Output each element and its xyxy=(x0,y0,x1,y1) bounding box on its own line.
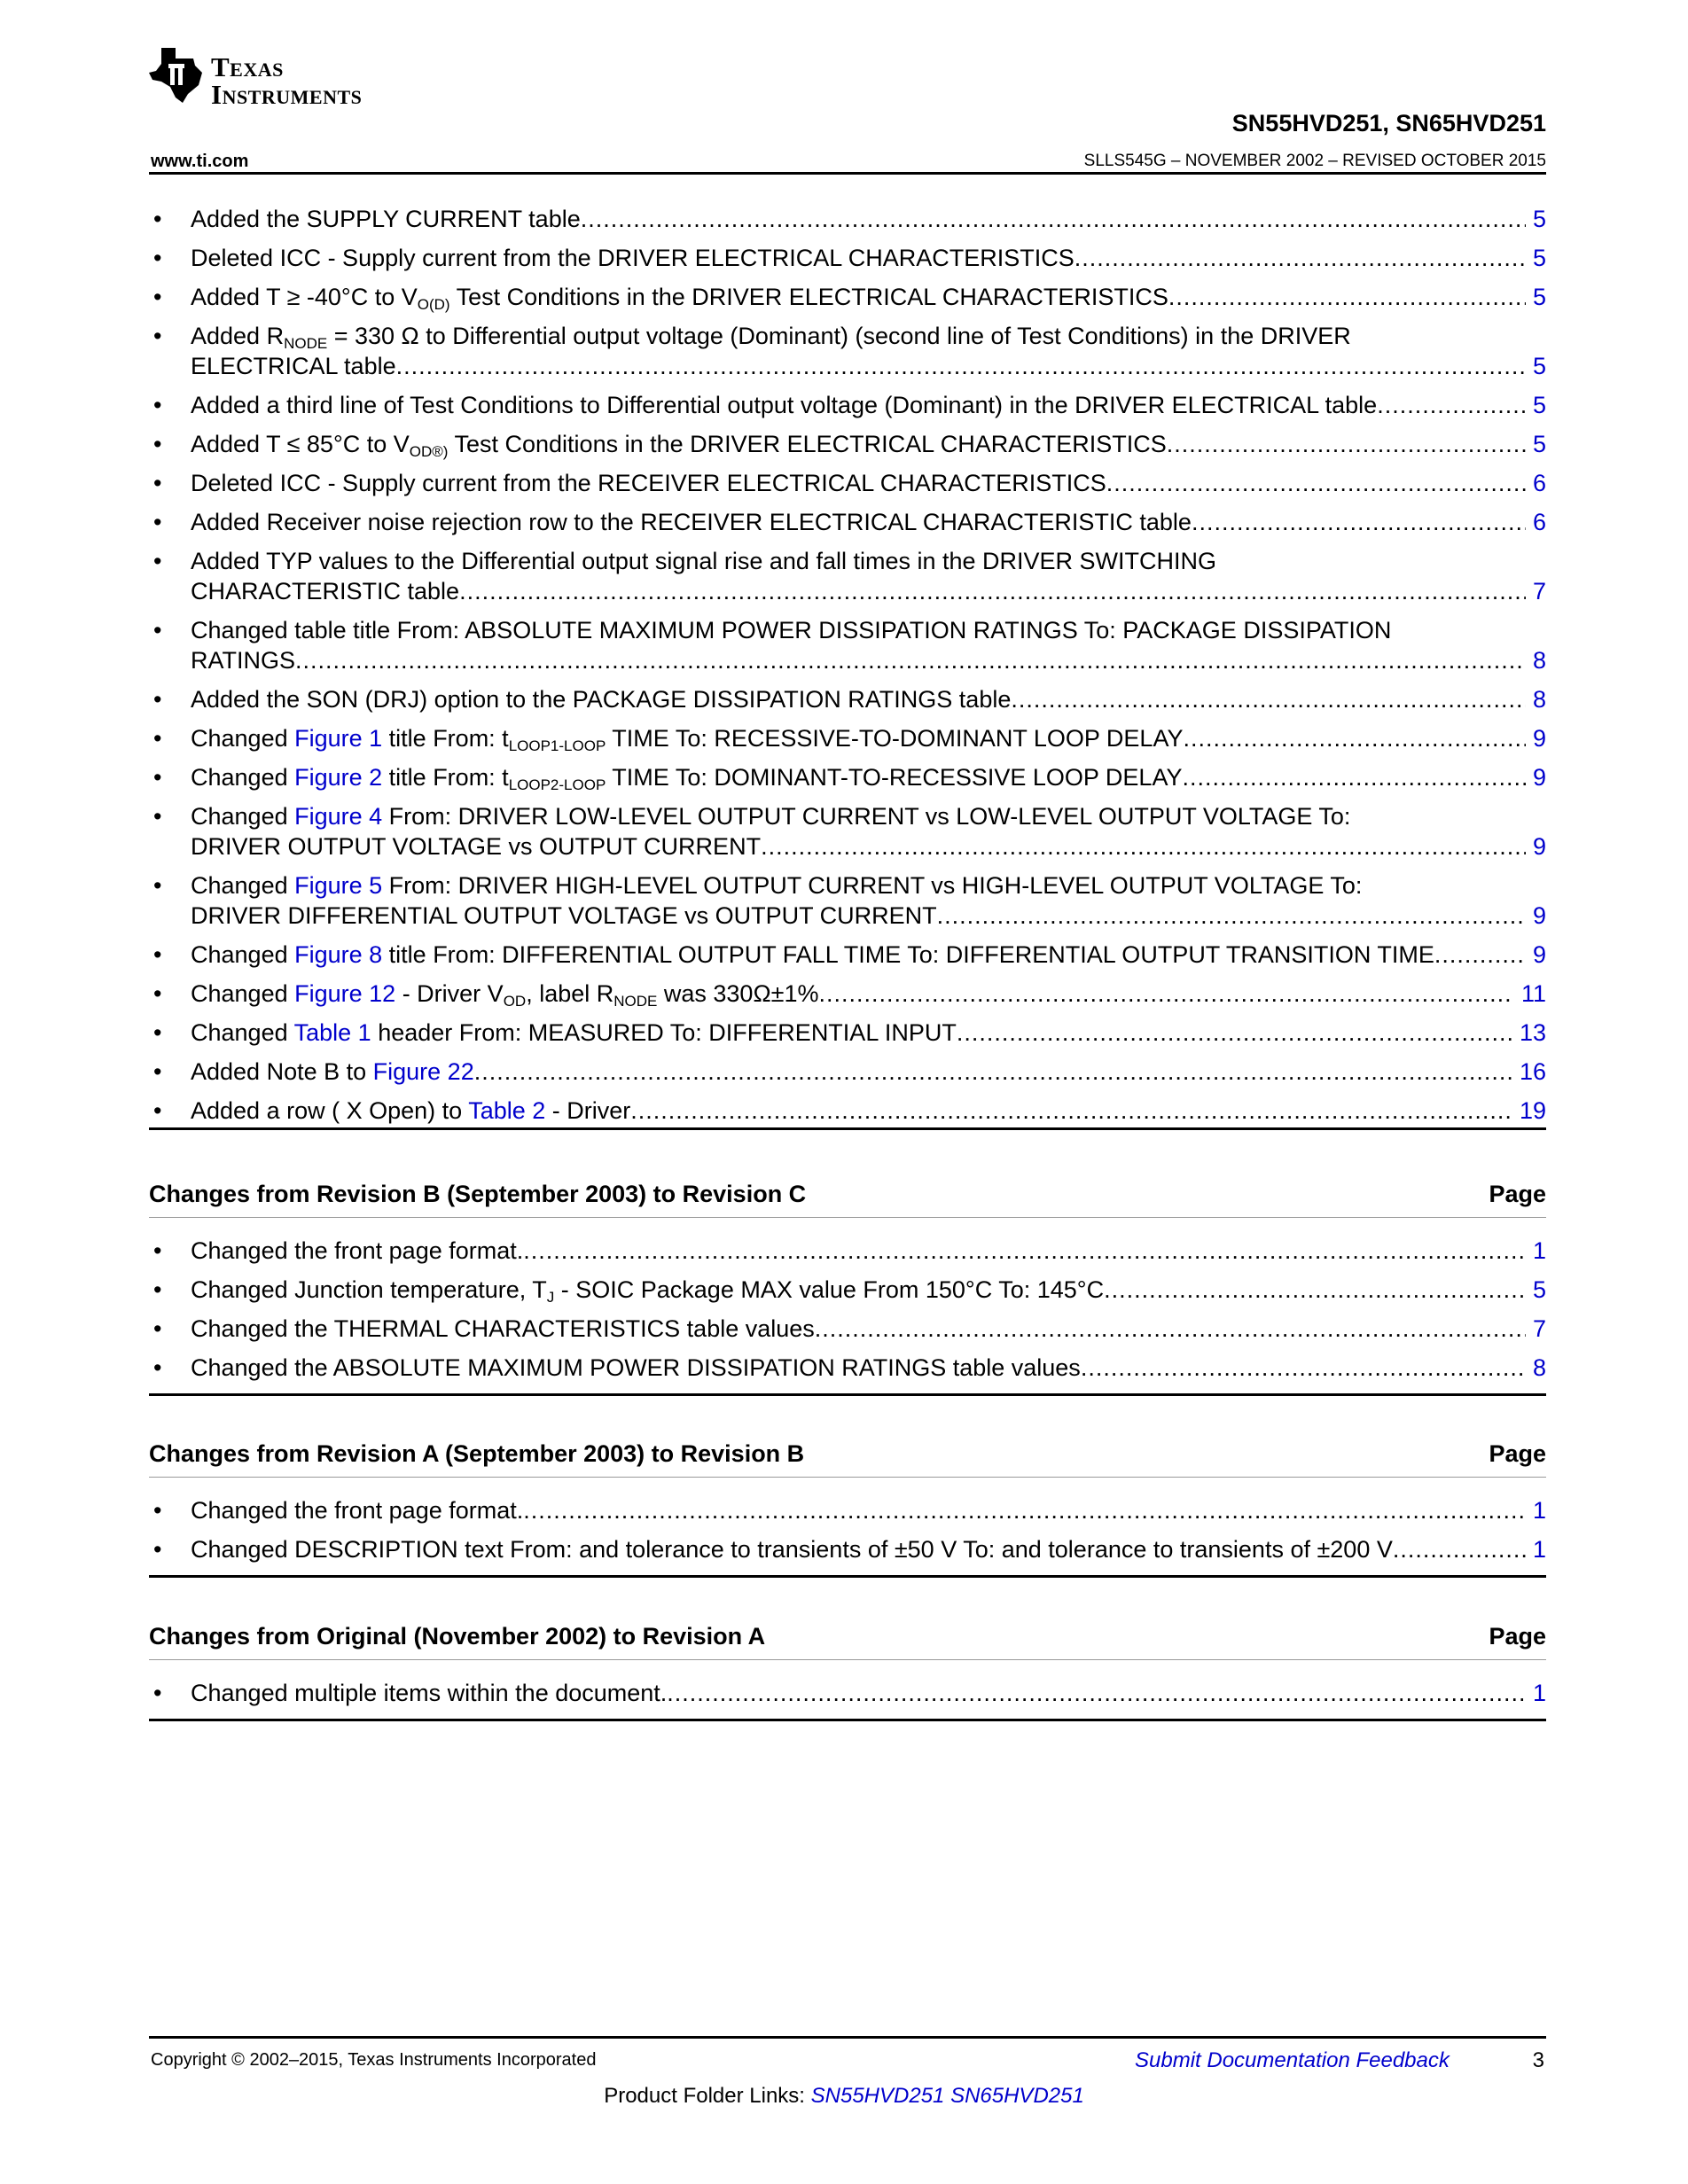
list-item xyxy=(149,429,1546,459)
figure-1-link[interactable]: Figure 1 xyxy=(294,725,383,752)
item-text-line-2: DRIVER DIFFERENTIAL OUTPUT VOLTAGE vs OUTPUT CURRENT xyxy=(191,902,937,929)
item-text: Changed multiple items within the document. xyxy=(191,1680,668,1706)
item-text-line-2: DRIVER OUTPUT VOLTAGE vs OUTPUT CURRENT xyxy=(191,833,762,860)
page-link[interactable]: 5 xyxy=(1532,431,1546,457)
revision-list xyxy=(149,204,1546,1135)
bullet: • xyxy=(153,686,162,713)
bullet: • xyxy=(153,872,162,899)
item-text: Changed Table 1 header From: MEASURED To: DIFFERENTIAL INPUT xyxy=(191,1019,957,1046)
bullet: • xyxy=(153,980,162,1007)
bullet: • xyxy=(153,617,162,644)
list-item xyxy=(149,1057,1546,1087)
bullet: • xyxy=(153,803,162,830)
list-end-rule xyxy=(149,1127,1546,1130)
sn65hvd251-link[interactable]: SN65HVD251 xyxy=(950,2084,1084,2108)
bullet: • xyxy=(153,1354,162,1381)
page-link[interactable]: 5 xyxy=(1532,206,1546,232)
page-link[interactable]: 19 xyxy=(1519,1097,1546,1124)
page-link[interactable]: 1 xyxy=(1532,1680,1546,1706)
section-rev-b-to-c xyxy=(149,1181,1546,1396)
logo-line-1: Texas xyxy=(211,51,284,82)
section-rev-a-to-b xyxy=(149,1440,1546,1578)
page-link[interactable]: 8 xyxy=(1532,647,1546,674)
submit-feedback-link[interactable]: Submit Documentation Feedback xyxy=(1135,2048,1450,2072)
footer-rule xyxy=(149,2036,1546,2039)
item-text: Changed DESCRIPTION text From: and tolerance to transients of ±50 V To: and tolerance to transients of ±200 V xyxy=(191,1536,1393,1563)
page-link[interactable]: 9 xyxy=(1532,725,1546,752)
bullet: • xyxy=(153,431,162,457)
page-link[interactable]: 1 xyxy=(1532,1497,1546,1524)
item-text-line-1: Added $R_{NODE} = 330$ Ω to Differential output voltage (Dominant) (second line of Test Conditions) in the DRIVER xyxy=(191,323,1351,352)
section-page-label: Page xyxy=(1489,1623,1546,1650)
section-title: Changes from Revision B (September 2003) to Revision C xyxy=(149,1181,807,1207)
figure-2-link[interactable]: Figure 2 xyxy=(294,764,383,791)
list-item xyxy=(149,1534,1546,1564)
list-item xyxy=(149,282,1546,312)
figure-5-link[interactable]: Figure 5 xyxy=(294,872,383,899)
page-link[interactable]: 5 xyxy=(1532,284,1546,310)
list-item xyxy=(149,801,1546,862)
page-link[interactable]: 11 xyxy=(1520,980,1546,1007)
item-text: Changed the front page format. xyxy=(191,1237,524,1264)
bullet: • xyxy=(153,1276,162,1303)
list-item xyxy=(149,1275,1546,1305)
bullet: • xyxy=(153,1058,162,1085)
item-text-line-2: RATINGS xyxy=(191,647,296,674)
page-link[interactable]: 1 xyxy=(1532,1536,1546,1563)
list-item xyxy=(149,1495,1546,1525)
page-link[interactable]: 1 xyxy=(1532,1237,1546,1264)
list-item xyxy=(149,762,1546,792)
figure-12-link[interactable]: Figure 12 xyxy=(294,980,396,1007)
list-item xyxy=(149,243,1546,273)
item-text: Changed the THERMAL CHARACTERISTICS table values xyxy=(191,1315,815,1342)
item-text: Added T ≥ -40°C to $V_{O(D)}$ Test Conditions in the DRIVER ELECTRICAL CHARACTERISTICS xyxy=(191,284,1168,313)
bullet: • xyxy=(153,284,162,310)
list-item xyxy=(149,1096,1546,1126)
list-item xyxy=(149,1314,1546,1344)
list-item xyxy=(149,204,1546,234)
item-text: Changed Junction temperature, $T_J$ - SOIC Package MAX value From 150°C To: 145°C xyxy=(191,1276,1105,1306)
item-text: Changed Figure 8 title From: DIFFERENTIAL OUTPUT FALL TIME To: DIFFERENTIAL OUTPUT TRANSITION TIME xyxy=(191,941,1434,968)
item-text-line-1: Added TYP values to the Differential output signal rise and fall times in the DRIVER SWITCHING xyxy=(191,548,1217,574)
website-link[interactable]: www.ti.com xyxy=(151,152,249,171)
bullet: • xyxy=(153,323,162,349)
page-link[interactable]: 9 xyxy=(1532,833,1546,860)
page-link[interactable]: 5 xyxy=(1532,1276,1546,1303)
document-title: SN55HVD251, SN65HVD251 xyxy=(1231,110,1546,136)
product-folder-links xyxy=(0,2084,1688,2109)
bullet: • xyxy=(153,548,162,574)
page-link[interactable]: 9 xyxy=(1532,902,1546,929)
bullet: • xyxy=(153,470,162,496)
bullet: • xyxy=(153,1097,162,1124)
section-original-to-rev-a xyxy=(149,1623,1546,1721)
item-text-line-2: ELECTRICAL table xyxy=(191,353,396,379)
list-item xyxy=(149,979,1546,1009)
item-text: Added a row ( X Open) to Table 2 - Driver xyxy=(191,1097,631,1124)
bullet: • xyxy=(153,725,162,752)
logo-line-2: Instruments xyxy=(211,79,363,110)
item-text: Changed Figure 12 - Driver $V_{OD}$, label $R_{NODE}$ was 330Ω±1% xyxy=(191,980,819,1010)
list-item xyxy=(149,940,1546,970)
section-title: Changes from Original (November 2002) to Revision A xyxy=(149,1623,766,1650)
section-page-label: Page xyxy=(1489,1440,1546,1467)
page-link[interactable]: 9 xyxy=(1532,941,1546,968)
list-item xyxy=(149,468,1546,498)
page-link[interactable]: 16 xyxy=(1519,1058,1546,1085)
copyright: Copyright © 2002–2015, Texas Instruments Incorporated xyxy=(151,2050,597,2070)
list-item xyxy=(149,507,1546,537)
product-folder-label: Product Folder Links: xyxy=(604,2084,805,2108)
page-link[interactable]: 5 xyxy=(1532,353,1546,379)
list-item xyxy=(149,723,1546,753)
bullet: • xyxy=(153,1315,162,1342)
item-text: Changed the ABSOLUTE MAXIMUM POWER DISSIPATION RATINGS table values xyxy=(191,1354,1081,1381)
page-link[interactable]: 7 xyxy=(1532,578,1546,604)
item-text: Added the SUPPLY CURRENT table xyxy=(191,206,581,232)
item-text: Deleted ICC - Supply current from the RECEIVER ELECTRICAL CHARACTERISTICS xyxy=(191,470,1106,496)
bullet: • xyxy=(153,1019,162,1046)
bullet: • xyxy=(153,206,162,232)
bullet: • xyxy=(153,1680,162,1706)
bullet: • xyxy=(153,1536,162,1563)
bullet: • xyxy=(153,941,162,968)
item-text: Added T ≤ 85°C to $V_{OD®)}$ Test Conditions in the DRIVER ELECTRICAL CHARACTERISTICS xyxy=(191,431,1167,460)
bullet: • xyxy=(153,509,162,535)
item-text: Added a third line of Test Conditions to Differential output voltage (Dominant) in the DRIVER ELECTRICAL table xyxy=(191,392,1378,418)
page-link[interactable]: 9 xyxy=(1532,764,1546,791)
list-item xyxy=(149,1236,1546,1266)
bullet: • xyxy=(153,392,162,418)
item-text: Deleted ICC - Supply current from the DRIVER ELECTRICAL CHARACTERISTICS xyxy=(191,245,1075,271)
figure-4-link[interactable]: Figure 4 xyxy=(294,803,383,830)
bullet: • xyxy=(153,764,162,791)
page-number: 3 xyxy=(1532,2048,1544,2072)
section-page-label: Page xyxy=(1489,1181,1546,1207)
list-item xyxy=(149,684,1546,714)
ti-logo xyxy=(149,46,362,108)
document-id: SLLS545G – NOVEMBER 2002 – REVISED OCTOBER 2015 xyxy=(1083,152,1546,170)
list-item xyxy=(149,1678,1546,1708)
item-text: Changed Figure 1 title From: $t_{LOOP1-LOOP}$ TIME To: RECESSIVE-TO-DOMINANT LOOP DELAY xyxy=(191,725,1184,754)
item-text: Changed the front page format. xyxy=(191,1497,524,1524)
list-item xyxy=(149,546,1546,606)
page-link[interactable]: 6 xyxy=(1532,470,1546,496)
page-link[interactable]: 13 xyxy=(1519,1019,1546,1046)
header-rule xyxy=(149,172,1546,175)
item-text-line-2: CHARACTERISTIC table xyxy=(191,578,460,604)
figure-8-link[interactable]: Figure 8 xyxy=(294,941,383,968)
item-text-line-1: Changed table title From: ABSOLUTE MAXIMUM POWER DISSIPATION RATINGS To: PACKAGE DISSIPATION xyxy=(191,617,1392,644)
page-link[interactable]: 6 xyxy=(1532,509,1546,535)
bullet: • xyxy=(153,1237,162,1264)
list-item xyxy=(149,390,1546,420)
list-item xyxy=(149,321,1546,381)
texas-state-icon xyxy=(149,46,204,105)
page-link[interactable]: 5 xyxy=(1532,245,1546,271)
page-link[interactable]: 7 xyxy=(1532,1315,1546,1342)
table-2-link[interactable]: Table 2 xyxy=(468,1097,546,1124)
item-text: Added the SON (DRJ) option to the PACKAGE DISSIPATION RATINGS table xyxy=(191,686,1012,713)
list-item xyxy=(149,870,1546,931)
section-title: Changes from Revision A (September 2003) to Revision B xyxy=(149,1440,805,1467)
item-text: Changed Figure 2 title From: $t_{LOOP2-LOOP}$ TIME To: DOMINANT-TO-RECESSIVE LOOP DELAY xyxy=(191,764,1183,793)
figure-22-link[interactable]: Figure 22 xyxy=(372,1058,474,1085)
list-item xyxy=(149,615,1546,675)
bullet: • xyxy=(153,245,162,271)
item-text: Added Note B to Figure 22 xyxy=(191,1058,474,1085)
list-item xyxy=(149,1018,1546,1048)
sn55hvd251-link[interactable]: SN55HVD251 xyxy=(810,2084,945,2108)
item-text-line-1: Changed Figure 5 From: DRIVER HIGH-LEVEL OUTPUT CURRENT vs HIGH-LEVEL OUTPUT VOLTAGE To: xyxy=(191,872,1363,899)
item-text: Added Receiver noise rejection row to the RECEIVER ELECTRICAL CHARACTERISTIC table xyxy=(191,509,1192,535)
list-item xyxy=(149,1353,1546,1383)
item-text-line-1: Changed Figure 4 From: DRIVER LOW-LEVEL OUTPUT CURRENT vs LOW-LEVEL OUTPUT VOLTAGE To: xyxy=(191,803,1351,830)
page-link[interactable]: 8 xyxy=(1532,686,1546,713)
table-1-link[interactable]: Table 1 xyxy=(293,1019,371,1046)
page-link[interactable]: 8 xyxy=(1532,1354,1546,1381)
page-link[interactable]: 5 xyxy=(1532,392,1546,418)
bullet: • xyxy=(153,1497,162,1524)
